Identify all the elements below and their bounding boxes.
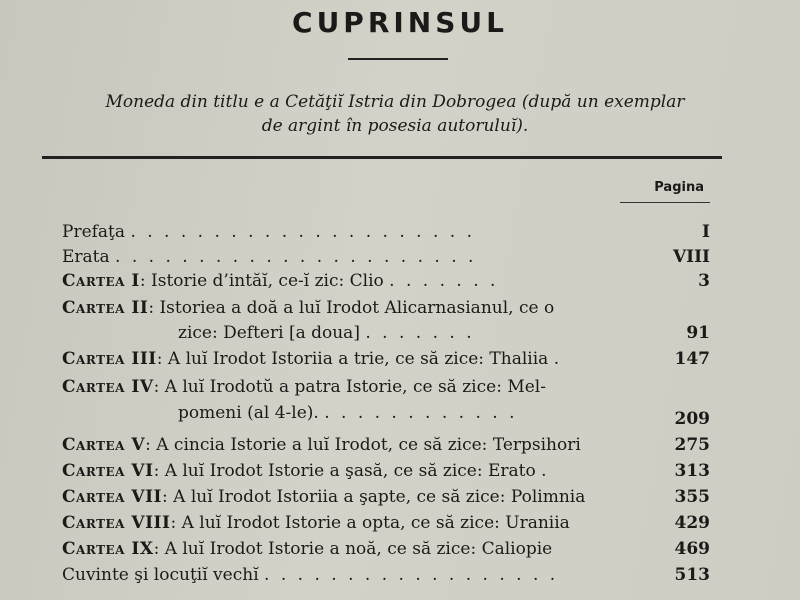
toc-leader-dots: . . . . . . . . . . . .: [324, 403, 518, 423]
toc-entry-cartea-1: [62, 270, 498, 292]
toc-entry-cartea-4: [62, 376, 546, 398]
toc-entry-erata: [62, 246, 476, 268]
toc-entry-label: Cartea VI: [62, 461, 154, 481]
toc-leader-dots: . . . . . . . . . . . . . . . . . . . . . .: [115, 247, 477, 267]
toc-leader-dots: . . . . . . . . . . . . . . . . . .: [264, 565, 559, 585]
toc-entry-cuvinte: [62, 564, 558, 586]
toc-entry-label: Cartea II: [62, 298, 149, 318]
toc-entry-label: Cartea IV: [62, 377, 154, 397]
toc-entry-label: Cartea IX: [62, 539, 154, 559]
toc-page-number: 3: [698, 271, 710, 291]
caption-line-1: Moneda din titlu e a Cetăţiĭ Istria din Dobrogea (după un exemplar: [105, 92, 685, 112]
toc-entry-cartea-2-cont: [178, 322, 475, 344]
pagina-header: Pagina: [654, 180, 704, 195]
toc-entry-label: Cartea VIII: [62, 513, 171, 533]
toc-entry-text: Erata: [62, 247, 110, 267]
toc-page-number: 209: [674, 409, 710, 429]
toc-entry-cartea-2: [62, 297, 554, 319]
toc-entry-cartea-3: [62, 348, 562, 370]
toc-entry-cartea-6: [62, 460, 550, 482]
toc-page-number: 429: [674, 513, 710, 533]
toc-page-number: 469: [674, 539, 710, 559]
toc-page-number: 147: [674, 349, 710, 369]
toc-leader-dots: . . . . . . .: [389, 271, 499, 291]
toc-entry-text: : Istorie d’intăĭ, ce-ĭ zic: Clio: [139, 271, 384, 291]
toc-leader-dots: .: [541, 461, 550, 481]
toc-entry-text: zice: Defteri [a doua]: [178, 323, 360, 343]
toc-page-number: 355: [674, 487, 710, 507]
toc-leader-dots: . . . . . . .: [365, 323, 475, 343]
toc-entry-cartea-9: [62, 538, 552, 560]
toc-entry-label: Cartea V: [62, 435, 146, 455]
toc-entry-text: Prefaţa: [62, 222, 126, 242]
toc-entry-cartea-8: [62, 512, 570, 534]
toc-entry-label: Cartea VII: [62, 487, 163, 507]
toc-entry-label: Cartea I: [62, 271, 140, 291]
toc-leader-dots: .: [553, 349, 563, 369]
toc-entry-text: pomeni (al 4-le).: [178, 403, 319, 423]
toc-entry-text: Cuvinte şi locuţiĭ vechĭ: [62, 565, 259, 585]
toc-entry-text: : A luĭ Irodot Istorie a şasă, ce să zice: Erato: [153, 461, 536, 481]
toc-page-number: 313: [674, 461, 710, 481]
toc-leader-dots: . . . . . . . . . . . . . . . . . . . . .: [130, 222, 475, 242]
caption-line-2: de argint în posesia autoruluĭ).: [261, 116, 529, 136]
toc-page-number: 275: [674, 435, 710, 455]
toc-page-number: VIII: [672, 247, 710, 267]
toc-entry-text: : A luĭ Irodot Istorie a noă, ce să zice: Caliopie: [153, 539, 553, 559]
toc-entry-text: : A luĭ Irodotŭ a patra Istorie, ce să zice: Mel-: [153, 377, 546, 397]
toc-entry-text: : A luĭ Irodot Istorie a opta, ce să zice: Uraniia: [170, 513, 570, 533]
page-title: CUPRINSUL: [292, 6, 508, 39]
toc-page-number: 513: [674, 565, 710, 585]
toc-entry-cartea-7: [62, 486, 585, 508]
toc-entry-text: : A luĭ Irodot Istoriia a şapte, ce să zice: Polimnia: [162, 487, 586, 507]
toc-page-number: I: [702, 222, 710, 242]
toc-entry-cartea-4-cont: [178, 402, 518, 424]
toc-entry-cartea-5: [62, 434, 581, 456]
toc-entry-prefata: [62, 221, 475, 243]
toc-page-number: 91: [686, 323, 710, 343]
toc-entry-label: Cartea III: [62, 349, 157, 369]
toc-entry-text: : Istoriea a doă a luĭ Irodot Alicarnasianul, ce o: [148, 298, 555, 318]
toc-entry-text: : A cincia Istorie a luĭ Irodot, ce să zice: Terpsihori: [145, 435, 581, 455]
toc-entry-text: : A luĭ Irodot Istoriia a trie, ce să zice: Thaliia: [156, 349, 549, 369]
